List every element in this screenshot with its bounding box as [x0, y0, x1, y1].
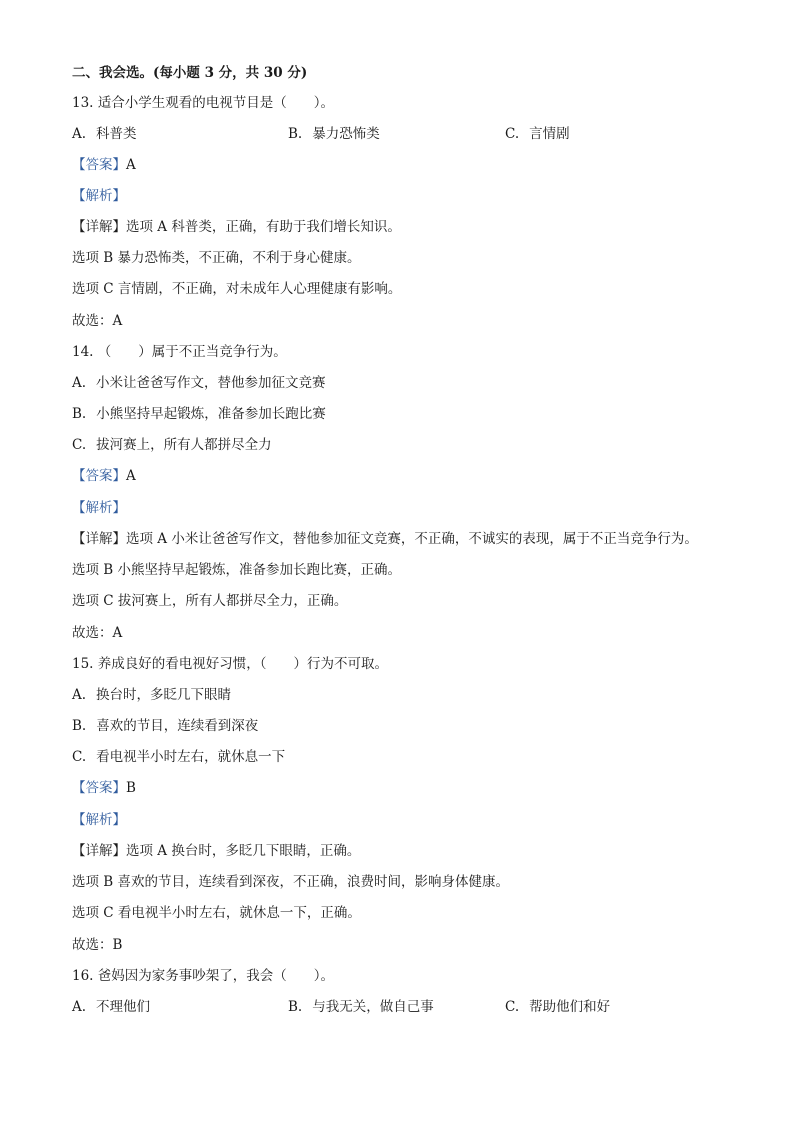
- option-letter: C.: [505, 999, 520, 1015]
- option-letter: C.: [72, 749, 87, 765]
- detail-line: [72, 530, 698, 548]
- detail-tag: 【详解】: [72, 219, 126, 235]
- option-b: [288, 998, 434, 1016]
- detail-line: 选项 C 拔河赛上，所有人都拼尽全力，正确。: [72, 593, 348, 609]
- question-text: 爸妈因为家务事吵架了，我会（ ）。: [97, 968, 335, 984]
- question-14-stem: [72, 343, 287, 361]
- conclusion: 故选：A: [72, 625, 123, 641]
- question-number: 16.: [72, 968, 94, 984]
- option-text: 小熊坚持早起锻炼，准备参加长跑比赛: [96, 406, 326, 422]
- detail-line: 选项 B 喜欢的节目，连续看到深夜，不正确，浪费时间，影响身体健康。: [72, 874, 510, 890]
- option-c: [72, 748, 285, 766]
- option-text: 帮助他们和好: [529, 999, 611, 1015]
- option-text: 暴力恐怖类: [312, 126, 380, 142]
- detail-line: 选项 C 言情剧，不正确，对未成年人心理健康有影响。: [72, 281, 402, 297]
- option-letter: A.: [72, 999, 87, 1015]
- option-text: 换台时，多眨几下眼睛: [96, 687, 232, 703]
- option-letter: B.: [72, 718, 87, 734]
- option-letter: B.: [288, 999, 303, 1015]
- question-text: （ ）属于不正当竞争行为。: [97, 344, 287, 360]
- conclusion: 故选：A: [72, 313, 123, 329]
- option-c: [72, 436, 272, 454]
- option-letter: C.: [72, 437, 87, 453]
- option-c: [505, 998, 610, 1016]
- question-16-options: [72, 998, 722, 1016]
- question-13-stem: [72, 94, 334, 112]
- option-a: [72, 374, 326, 392]
- answer-line: [72, 467, 136, 485]
- option-letter: B.: [288, 126, 303, 142]
- detail-line: 选项 B 暴力恐怖类，不正确，不利于身心健康。: [72, 250, 361, 266]
- option-c: [505, 125, 570, 143]
- question-text: 养成良好的看电视好习惯，（ ）行为不可取。: [97, 656, 389, 672]
- answer-tag: 【答案】: [72, 468, 126, 484]
- question-number: 14.: [72, 344, 94, 360]
- detail-line: 选项 B 小熊坚持早起锻炼，准备参加长跑比赛，正确。: [72, 562, 402, 578]
- answer-value: A: [126, 157, 136, 173]
- question-15-stem: [72, 655, 388, 673]
- option-letter: A.: [72, 687, 87, 703]
- option-a: [72, 998, 150, 1016]
- option-a: [72, 686, 231, 704]
- option-text: 不理他们: [96, 999, 151, 1015]
- detail-text: 选项 A 换台时，多眨几下眼睛，正确。: [126, 843, 361, 859]
- detail-text: 选项 A 小米让爸爸写作文，替他参加征文竞赛，不正确，不诚实的表现，属于不正当竞争行为。: [126, 531, 698, 547]
- question-number: 15.: [72, 656, 94, 672]
- detail-line: [72, 218, 401, 236]
- option-text: 与我无关，做自己事: [312, 999, 434, 1015]
- option-b: [288, 125, 380, 143]
- option-letter: A.: [72, 375, 87, 391]
- question-16-stem: [72, 967, 334, 985]
- option-letter: A.: [72, 126, 87, 142]
- answer-value: B: [126, 780, 136, 796]
- analysis-tag: 【解析】: [72, 812, 126, 828]
- answer-tag: 【答案】: [72, 157, 126, 173]
- option-text: 看电视半小时左右，就休息一下: [96, 749, 286, 765]
- option-text: 科普类: [96, 126, 137, 142]
- conclusion: 故选：B: [72, 937, 123, 953]
- option-letter: B.: [72, 406, 87, 422]
- answer-line: [72, 779, 136, 797]
- answer-line: [72, 156, 136, 174]
- option-text: 拔河赛上，所有人都拼尽全力: [96, 437, 272, 453]
- detail-line: 选项 C 看电视半小时左右，就休息一下，正确。: [72, 905, 361, 921]
- detail-line: [72, 842, 360, 860]
- option-text: 喜欢的节目，连续看到深夜: [96, 718, 259, 734]
- analysis-tag: 【解析】: [72, 500, 126, 516]
- answer-tag: 【答案】: [72, 780, 126, 796]
- detail-text: 选项 A 科普类，正确，有助于我们增长知识。: [126, 219, 401, 235]
- section-title: 二、我会选。(每小题 3 分，共 30 分): [72, 65, 308, 81]
- answer-value: A: [126, 468, 136, 484]
- option-b: [72, 717, 258, 735]
- question-number: 13.: [72, 95, 94, 111]
- option-b: [72, 405, 326, 423]
- detail-tag: 【详解】: [72, 531, 126, 547]
- question-13-options: [72, 125, 722, 143]
- analysis-tag: 【解析】: [72, 188, 126, 204]
- question-text: 适合小学生观看的电视节目是（ ）。: [97, 95, 335, 111]
- detail-tag: 【详解】: [72, 843, 126, 859]
- option-text: 小米让爸爸写作文，替他参加征文竞赛: [96, 375, 326, 391]
- option-text: 言情剧: [529, 126, 570, 142]
- option-a: [72, 125, 137, 143]
- option-letter: C.: [505, 126, 520, 142]
